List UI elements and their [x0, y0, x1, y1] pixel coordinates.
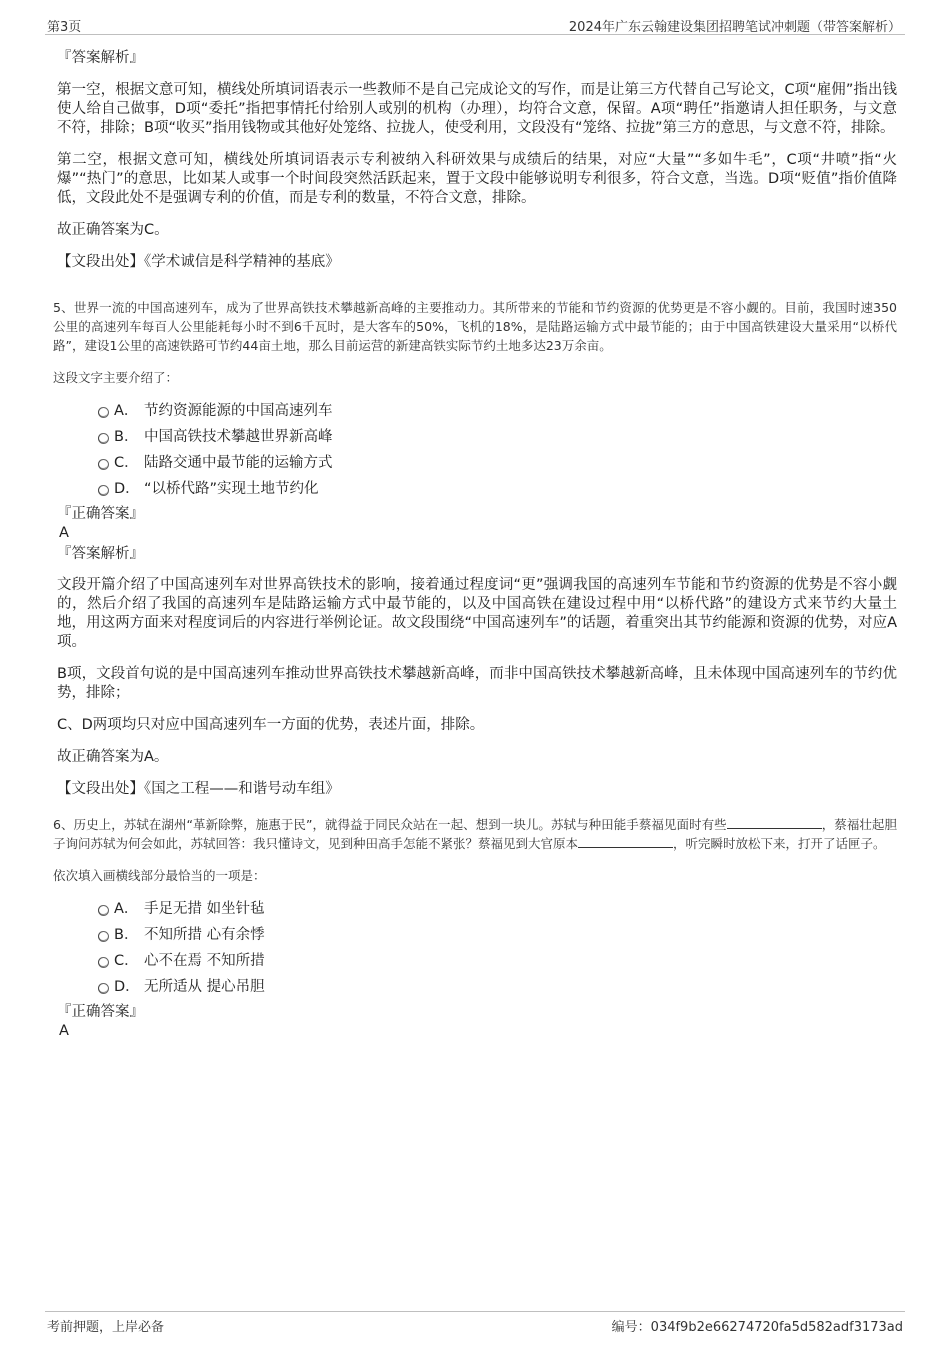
analysis-paragraph: B项，文段首句说的是中国高速列车推动世界高铁技术攀越新高峰，而非中国高铁技术攀越新高峰，且未体现中国高速列车的节约优势，排除； [57, 666, 897, 701]
radio-icon[interactable] [98, 905, 109, 916]
analysis-paragraph: 第二空，根据文意可知，横线处所填词语表示专利被纳入科研效果与成绩后的结果，对应“大量”“多如牛毛”，C项“井喷”指“火爆”“热门”的意思，比如某人或事一个时间段突然活跃起来，置于文段中能够说明专利很多，符合文意，当选。D项“贬值”指价值降低，文段此处不是强调专利的价值，而是专利的数量，不符合文意，排除。 [57, 152, 897, 206]
document-code: 编号：034f9b2e66274720fa5d582adf3173ad [611, 1320, 903, 1335]
question-5 [53, 298, 897, 799]
option-text: 无所适从 提心吊胆 [144, 979, 265, 995]
option-text: 中国高铁技术攀越世界新高峰 [144, 429, 333, 445]
option-c[interactable] [57, 948, 897, 974]
option-letter: C． [114, 953, 139, 969]
option-letter: A． [114, 403, 139, 419]
analysis-label: 『答案解析』 [57, 546, 144, 562]
question-text-part: 6、历史上，苏轼在湖州“革新除弊，施惠于民”，就得益于同民众站在一起、想到一块儿。苏轼与种田能手蔡福见面时有些 [53, 817, 727, 832]
source-citation: 【文段出处】《国之工程——和谐号动车组》 [57, 781, 340, 797]
option-list [57, 398, 897, 502]
analysis-paragraph: 第一空，根据文意可知，横线处所填词语表示一些教师不是自己完成论文的写作，而是让第三方代替自己写论文，C项“雇佣”指出钱使人给自己做事，D项“委托”指把事情托付给别人或别的机构（办理），均符合文意，保留。A项“聘任”指邀请人担任职务，与文意不符，排除；B项“收买”指用钱物或其他好处笼络、拉拢人，使受利用，文段没有“笼络、拉拢”第三方的意思，与文意不符，排除。 [57, 82, 897, 136]
option-b[interactable] [57, 424, 897, 450]
option-letter: B． [114, 927, 139, 943]
option-text: 节约资源能源的中国高速列车 [144, 403, 333, 419]
analysis-conclusion: 故正确答案为C。 [57, 222, 169, 238]
question-text [53, 815, 897, 853]
correct-answer-label: 『正确答案』 [57, 506, 144, 522]
question-6 [53, 815, 897, 1040]
option-text: 手足无措 如坐针毡 [144, 901, 265, 917]
option-d[interactable] [57, 974, 897, 1000]
option-d[interactable] [57, 476, 897, 502]
question-text-part: ，听完瞬时放松下来，打开了话匣子。 [673, 836, 886, 851]
analysis-conclusion: 故正确答案为A。 [57, 749, 169, 765]
question-prompt: 依次填入画横线部分最恰当的一项是： [53, 868, 266, 883]
page-number: 第3页 [47, 20, 82, 35]
option-a[interactable] [57, 398, 897, 424]
page-content [53, 42, 897, 1040]
radio-icon[interactable] [98, 957, 109, 968]
page-header [45, 14, 905, 35]
option-letter: B． [114, 429, 139, 445]
option-text: 陆路交通中最节能的运输方式 [144, 455, 333, 471]
option-a[interactable] [57, 896, 897, 922]
correct-answer: A [59, 1023, 69, 1039]
question-text: 5、世界一流的中国高速列车，成为了世界高铁技术攀越新高峰的主要推动力。其所带来的节能和节约资源的优势更是不容小觑的。目前，我国时速350公里的高速列车每百人公里能耗每小时不到6千瓦时，是大客车的50%，飞机的18%，是陆路运输方式中最节能的；由于中国高铁建设大量采用“以桥代路”，建设1公里的高速铁路可节约44亩土地，那么目前运营的新建高铁实际节约土地多达23万余亩。 [53, 300, 897, 353]
radio-icon[interactable] [98, 433, 109, 444]
fill-blank [578, 834, 673, 848]
option-b[interactable] [57, 922, 897, 948]
document-title: 2024年广东云翰建设集团招聘笔试冲刺题（带答案解析） [568, 20, 901, 35]
fill-blank [727, 815, 822, 829]
option-letter: A． [114, 901, 139, 917]
option-letter: D． [114, 481, 140, 497]
radio-icon[interactable] [98, 485, 109, 496]
option-text: 心不在焉 不知所措 [144, 953, 265, 969]
option-list [57, 896, 897, 1000]
option-c[interactable] [57, 450, 897, 476]
analysis-paragraph: C、D两项均只对应中国高速列车一方面的优势，表述片面，排除。 [57, 717, 485, 733]
option-letter: C． [114, 455, 139, 471]
footer-slogan: 考前押题，上岸必备 [47, 1320, 165, 1335]
option-text: “以桥代路”实现土地节约化 [144, 481, 319, 497]
correct-answer-label: 『正确答案』 [57, 1004, 144, 1020]
analysis-paragraph: 文段开篇介绍了中国高速列车对世界高铁技术的影响，接着通过程度词“更”强调我国的高速列车节能和节约资源的优势是不容小觑的，然后介绍了我国的高速列车是陆路运输方式中最节能的，以及中国高铁在建设过程中用“以桥代路”的建设方式来节约大量土地，用这两方面来对程度词后的内容进行举例论证。故文段围绕“中国高速列车”的话题，着重突出其节约能源和资源的优势，对应A项。 [57, 577, 897, 650]
radio-icon[interactable] [98, 407, 109, 418]
source-citation: 【文段出处】《学术诚信是科学精神的基底》 [57, 254, 340, 270]
analysis-label: 『答案解析』 [57, 50, 144, 66]
option-letter: D． [114, 979, 140, 995]
radio-icon[interactable] [98, 459, 109, 470]
option-text: 不知所措 心有余悸 [144, 927, 265, 943]
correct-answer: A [59, 525, 69, 541]
question-prompt: 这段文字主要介绍了： [53, 370, 179, 385]
radio-icon[interactable] [98, 931, 109, 942]
page-footer [45, 1311, 905, 1336]
radio-icon[interactable] [98, 983, 109, 994]
question-text-part: ，蔡福壮起胆子询问苏轼为何会如此，苏轼回答：我只懂诗文，见到种田高手怎能不紧张？蔡福见到大官原本 [53, 817, 897, 851]
